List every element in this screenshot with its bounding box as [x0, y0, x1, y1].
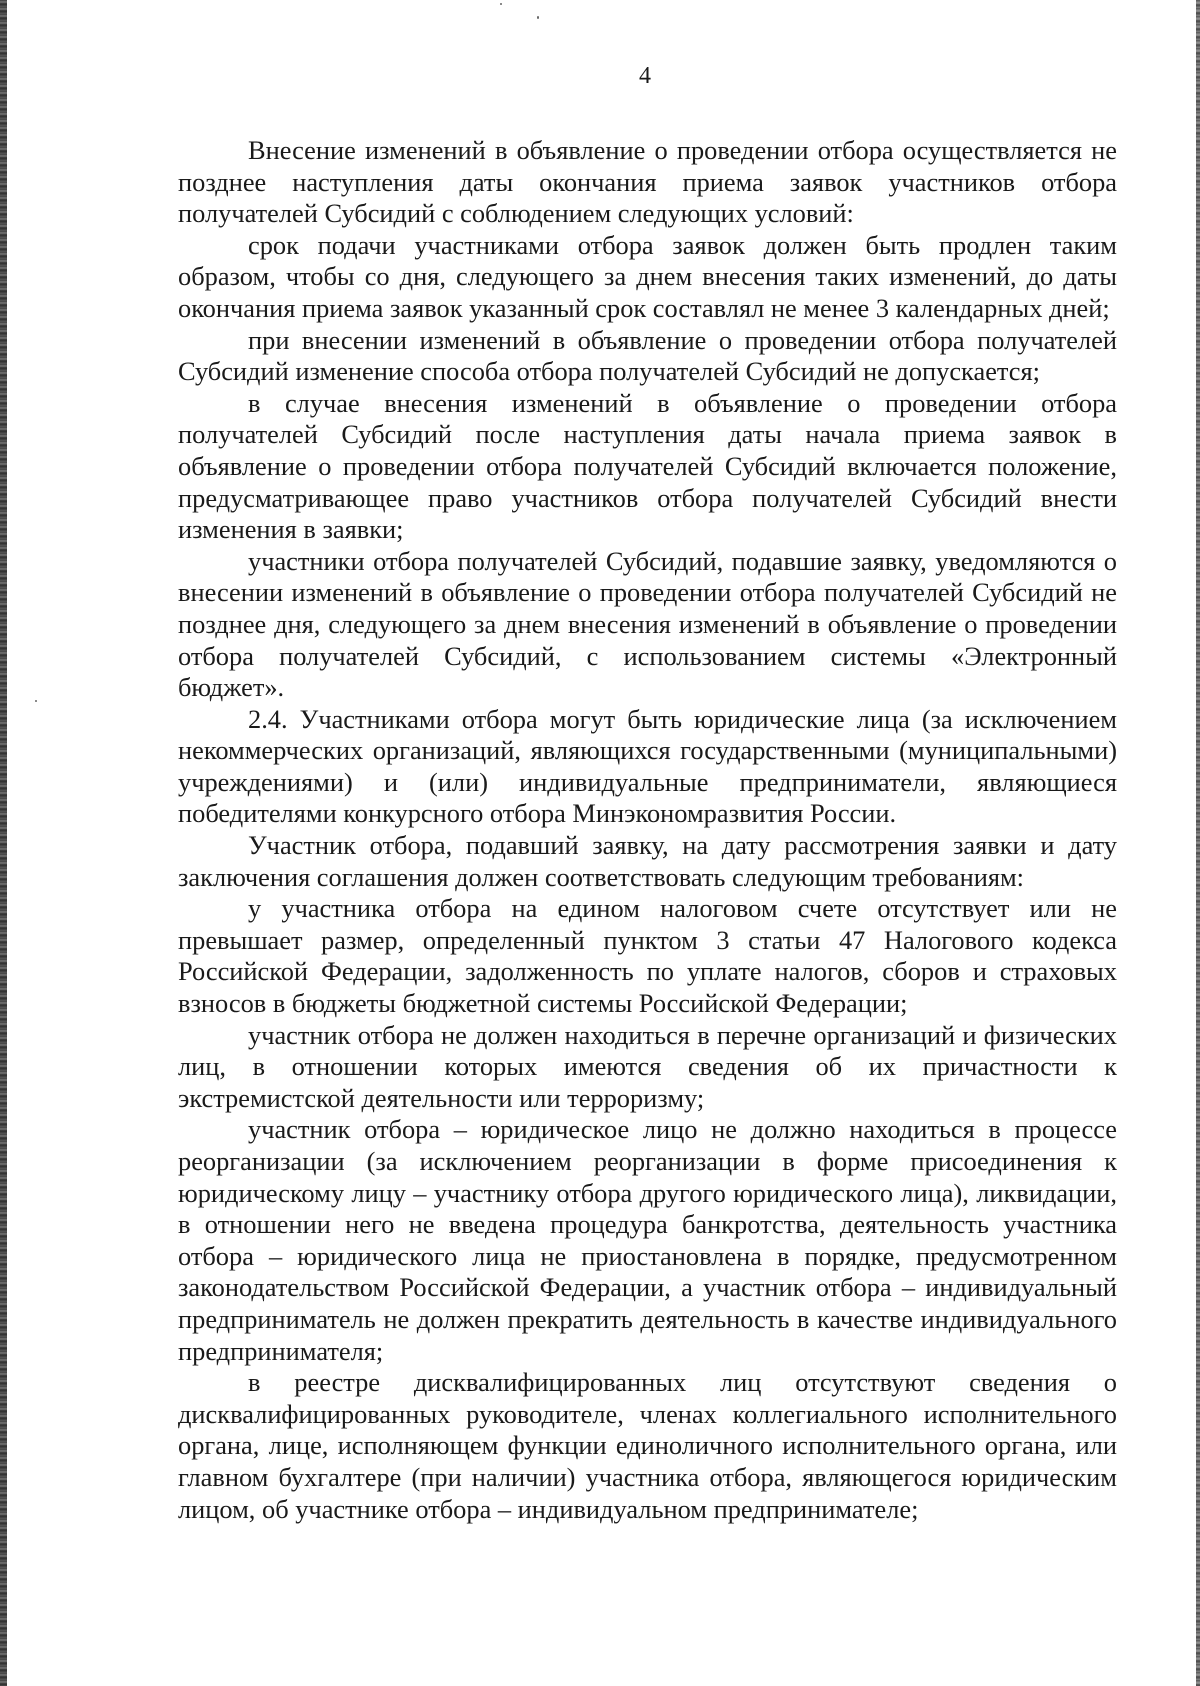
paragraph: в реестре дисквалифицированных лиц отсутствуют сведения о дисквалифицированных руководителе, членах коллегиального исполнительного органа, лице, исполняющем функции единоличного исполнительного органа, или главном бухгалтере (при наличии) участника отбора, являющегося юридическим лицом, об участнике отбора – индивидуальном предпринимателе; — [178, 1367, 1117, 1524]
paragraph: участники отбора получателей Субсидий, подавшие заявку, уведомляются о внесении изменений в объявление о проведении отбора получателей Субсидий не позднее дня, следующего за днем внесения изменений в объявление о проведении отбора получателей Субсидий, с использованием системы «Электронный бюджет». — [178, 545, 1117, 703]
paragraph: при внесении изменений в объявление о проведении отбора получателей Субсидий изменение способа отбора получателей Субсидий не допускается; — [178, 324, 1117, 387]
paragraph: срок подачи участниками отбора заявок должен быть продлен таким образом, чтобы со дня, следующего за днем внесения таких изменений, до даты окончания приема заявок указанный срок составлял не менее 3 календарных дней; — [178, 229, 1117, 323]
body-text — [178, 135, 1117, 1525]
scan-speck — [537, 16, 539, 19]
paragraph: Внесение изменений в объявление о проведении отбора осуществляется не позднее наступления даты окончания приема заявок участников отбора получателей Субсидий с соблюдением следующих условий: — [178, 135, 1117, 229]
paragraph: участник отбора не должен находиться в перечне организаций и физических лиц, в отношении которых имеются сведения об их причастности к экстремистской деятельности или терроризму; — [178, 1019, 1117, 1113]
paragraph: участник отбора – юридическое лицо не должно находиться в процессе реорганизации (за исключением реорганизации в форме присоединения к юридическому лицу – участнику отбора другого юридического лица), ликвидации, в отношении него не введена процедура банкротства, деятельность участника отбора – юридического лица не приостановлена в порядке, предусмотренном законодательством Российской Федерации, а участник отбора – индивидуальный предприниматель не должен прекратить деятельность в качестве индивидуального предпринимателя; — [178, 1114, 1117, 1366]
paragraph: 2.4. Участниками отбора могут быть юридические лица (за исключением некоммерческих организаций, являющихся государственными (муниципальными) учреждениями) и (или) индивидуальные предприниматели, являющиеся победителями конкурсного отбора Минэкономразвития России. — [178, 703, 1117, 829]
scan-speck — [500, 3, 502, 5]
scan-speck — [35, 700, 37, 702]
paragraph: Участник отбора, подавший заявку, на дату рассмотрения заявки и дату заключения соглашения должен соответствовать следующим требованиям: — [178, 830, 1117, 892]
page-number: 4 — [639, 63, 651, 89]
paragraph: в случае внесения изменений в объявление о проведении отбора получателей Субсидий после наступления даты начала приема заявок в объявление о проведении отбора получателей Субсидий включается положение, предусматривающее право участников отбора получателей Субсидий внести изменения в заявки; — [178, 387, 1117, 545]
paragraph: у участника отбора на едином налоговом счете отсутствует или не превышает размер, определенный пунктом 3 статьи 47 Налогового кодекса Российской Федерации, задолженность по уплате налогов, сборов и страховых взносов в бюджеты бюджетной системы Российской Федерации; — [178, 893, 1117, 1019]
